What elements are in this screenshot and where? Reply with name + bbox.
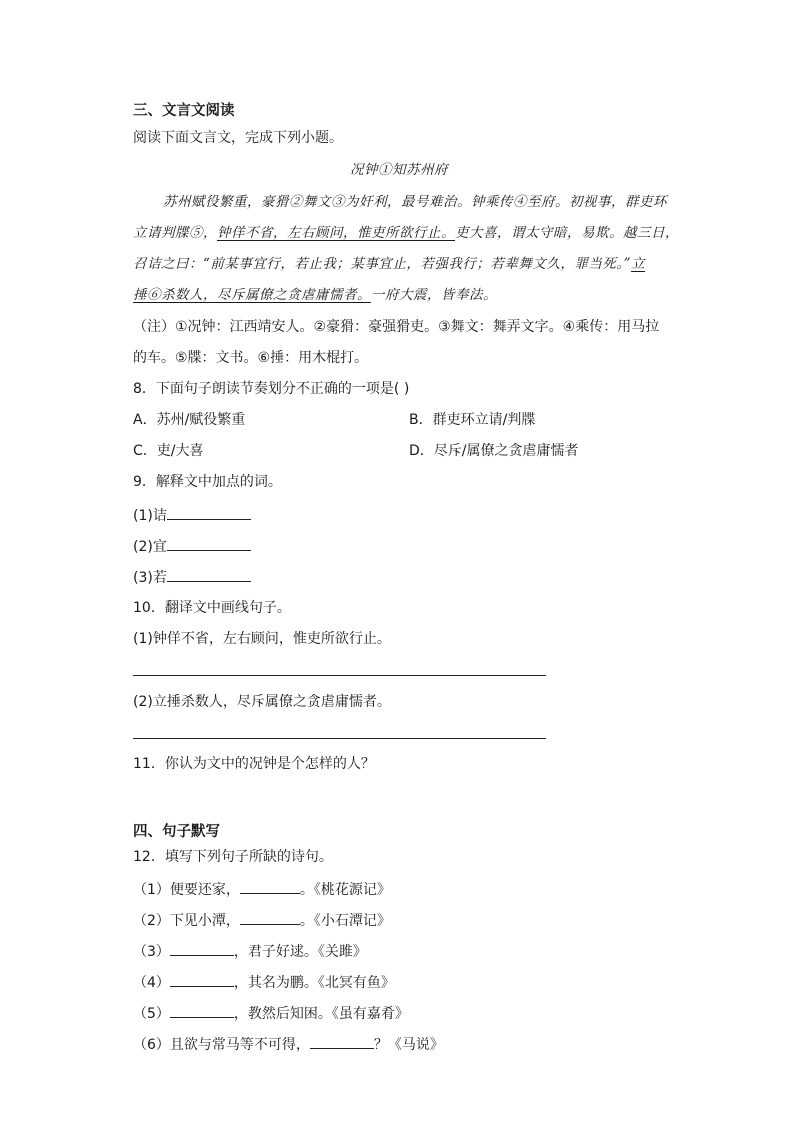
q12-item-4: [133, 972, 395, 993]
answer-line[interactable]: [133, 738, 546, 739]
answer-line[interactable]: [133, 675, 546, 676]
q9-item-3: [133, 567, 251, 588]
passage-text: 立请判牒⑤，: [133, 225, 217, 241]
question-10: 10．翻译文中画线句子。: [133, 600, 291, 616]
q12-pre: （6）且欲与常马等不可得，: [133, 1037, 310, 1053]
q8-option-d: D．尽斥/属僚之贪虐庸懦者: [409, 443, 579, 459]
q12-item-2: [133, 910, 391, 931]
q10-item-1: (1)钟佯不省，左右顾问，惟吏所欲行止。: [133, 631, 391, 647]
q8-option-a: A．苏州/赋役繁重: [133, 412, 246, 428]
underlined-sentence-2-start: 立: [631, 256, 646, 272]
q12-post: ，教然后知困。《虽有嘉肴》: [233, 1006, 409, 1022]
passage-line-2: [133, 223, 679, 243]
answer-blank[interactable]: [170, 972, 234, 987]
q12-post: 。《小石潭记》: [299, 913, 391, 929]
passage-text: 吏大喜，谓太守暗，易欺。越三日，: [455, 225, 679, 241]
answer-blank[interactable]: [310, 1034, 374, 1049]
question-8: 8．下面句子朗读节奏划分不正确的一项是( ): [133, 381, 410, 397]
section3-instruction: 阅读下面文言文，完成下列小题。: [133, 130, 343, 146]
section3-heading: 三、文言文阅读: [133, 103, 235, 119]
q9-label: (1)诘: [133, 508, 167, 524]
q8-option-c: C．吏/大喜: [133, 443, 204, 459]
q12-post: ，其名为鹏。《北冥有鱼》: [233, 975, 395, 991]
q12-pre: （2）下见小潭，: [133, 913, 240, 929]
question-12: 12．填写下列句子所缺的诗句。: [133, 849, 333, 865]
answer-blank[interactable]: [170, 941, 234, 956]
q12-item-3: [133, 941, 367, 962]
underlined-sentence-1: 钟佯不省，左右顾问，惟吏所欲行止。: [217, 225, 455, 241]
q12-item-6: [133, 1034, 444, 1055]
answer-blank[interactable]: [167, 567, 251, 582]
answer-blank[interactable]: [240, 879, 300, 894]
question-9: 9．解释文中加点的词。: [133, 474, 282, 490]
answer-blank[interactable]: [240, 910, 300, 925]
q12-item-5: [133, 1003, 409, 1024]
q9-label: (3)若: [133, 570, 167, 586]
passage-line-4: [133, 285, 497, 305]
answer-blank[interactable]: [167, 536, 251, 551]
passage-line-3: [133, 254, 645, 274]
q8-option-b: B．群吏环立请/判牒: [409, 412, 536, 428]
section4-heading: 四、句子默写: [133, 824, 220, 840]
passage-line-1: 苏州赋役繁重，豪猾②舞文③为奸利，最号难治。钟乘传④至府。初视事，群吏环: [163, 194, 667, 210]
q12-post: ？《马说》: [373, 1037, 444, 1053]
q10-item-2: (2)立捶杀数人，尽斥属僚之贪虐庸懦者。: [133, 694, 391, 710]
note-line-2: 的车。⑤牒：文书。⑥捶：用木棍打。: [133, 350, 369, 366]
note-line-1: （注）①况钟：江西靖安人。②豪猾：豪强猾吏。③舞文：舞弄文字。④乘传：用马拉: [133, 319, 660, 335]
passage-title: 况钟①知苏州府: [350, 162, 448, 178]
q12-post: ，君子好逑。《关雎》: [233, 944, 367, 960]
passage-text: 召诘之曰：“前某事宜行，若止我；某事宜止，若强我行；若辈舞文久，罪当死。”: [133, 256, 632, 272]
answer-blank[interactable]: [167, 505, 251, 520]
q9-label: (2)宜: [133, 539, 167, 555]
q12-pre: （3）: [133, 944, 170, 960]
underlined-sentence-2: 捶⑥杀数人，尽斥属僚之贪虐庸懦者。: [133, 287, 371, 303]
q9-item-2: [133, 536, 251, 557]
q12-post: 。《桃花源记》: [299, 882, 391, 898]
answer-blank[interactable]: [170, 1003, 234, 1018]
q12-pre: （1）便要还家，: [133, 882, 240, 898]
passage-text: 一府大震，皆奉法。: [371, 287, 497, 303]
q12-pre: （5）: [133, 1006, 170, 1022]
q9-item-1: [133, 505, 251, 526]
q12-item-1: [133, 879, 391, 900]
q12-pre: （4）: [133, 975, 170, 991]
question-11: 11．你认为文中的况钟是个怎样的人？: [133, 756, 375, 772]
